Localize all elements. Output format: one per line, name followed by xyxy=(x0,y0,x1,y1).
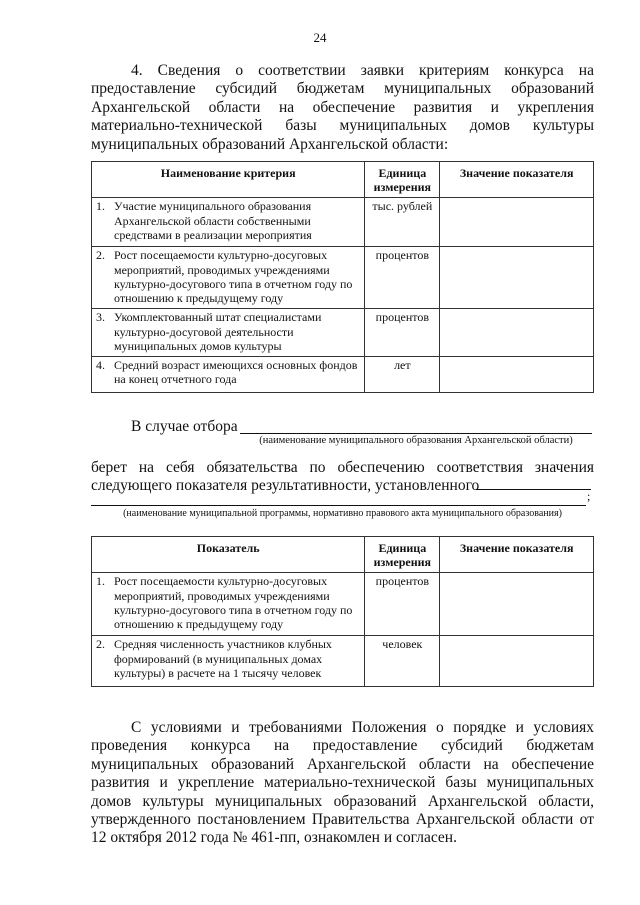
municipality-name-caption: (наименование муниципального образования Архангельской области) xyxy=(259,435,573,446)
criterion-value-cell[interactable] xyxy=(440,309,594,357)
row-number: 4. xyxy=(96,358,105,373)
criterion-unit: процентов xyxy=(365,247,440,309)
semicolon: ; xyxy=(587,489,591,503)
section-4-rest: предоставление субсидий бюджетам муниципальных образований Архангельской области на обеспечение развития и укрепления материально-технической базы муниципальных домов культуры муниципальных образований Архангельской области: xyxy=(91,80,594,153)
criterion-name: Рост посещаемости культурно-досуговых мероприятий, проводимых учреждениями культурно-досугового типа в отчетном году по отношению к предыдущему году xyxy=(114,248,353,306)
row-number: 2. xyxy=(96,637,105,652)
row-number: 1. xyxy=(96,199,105,214)
criterion-value-cell[interactable] xyxy=(440,247,594,309)
row-number: 3. xyxy=(96,310,105,325)
page-number: 24 xyxy=(313,30,327,45)
closing-paragraph: С условиями и требованиями Положения о порядке и условиях проведения конкурса на предоставление субсидий бюджетам муниципальных образований Архангельской области на обеспечение развития и укрепление материально-технической базы муниципальных домов культуры муниципальных образований Архангельской области, утвержденного постановлением Правительства Архангельской области от 12 октября 2012 года № 461-пп, ознакомлен и согласен. xyxy=(91,719,594,847)
criteria-header-value: Значение показателя xyxy=(440,162,594,198)
criterion-unit: процентов xyxy=(365,309,440,357)
criterion-unit: тыс. рублей xyxy=(365,198,440,247)
indicator-value-cell[interactable] xyxy=(440,636,594,687)
criterion-unit: лет xyxy=(365,357,440,393)
section-4-paragraph xyxy=(91,62,594,154)
section-4-first-line: 4. Сведения о соответствии заявки критериям конкурса на xyxy=(131,62,594,79)
criteria-header-unit: Единица измерения xyxy=(365,162,440,198)
row-number: 2. xyxy=(96,248,105,263)
indicator-unit: процентов xyxy=(365,573,440,636)
table-row xyxy=(92,309,594,357)
indicator-header-value: Значение показателя xyxy=(440,537,594,573)
indicator-unit: человек xyxy=(365,636,440,687)
indicator-name: Рост посещаемости культурно-досуговых мероприятий, проводимых учреждениями культурно-досугового типа в отчетном году по отношению к предыдущему году xyxy=(114,574,353,632)
criterion-name: Укомплектованный штат специалистами культурно-досуговой деятельности муниципальных домов культуры xyxy=(114,310,322,353)
indicator-header-name: Показатель xyxy=(92,537,365,573)
criteria-table xyxy=(91,161,594,393)
criteria-header-name: Наименование критерия xyxy=(92,162,365,198)
table-row xyxy=(92,247,594,309)
table-row xyxy=(92,357,594,393)
table-row xyxy=(92,198,594,247)
obligation-paragraph: берет на себя обязательства по обеспечению соответствия значения следующего показателя результативности, установленного xyxy=(91,459,594,495)
criterion-value-cell[interactable] xyxy=(440,357,594,393)
municipality-name-line[interactable] xyxy=(240,433,592,434)
indicator-value-cell[interactable] xyxy=(440,573,594,636)
criterion-value-cell[interactable] xyxy=(440,198,594,247)
selection-label: В случае отбора xyxy=(131,418,238,435)
indicator-header-unit: Единица измерения xyxy=(365,537,440,573)
indicator-name: Средняя численность участников клубных формирований (в муниципальных домах культуры) в расчете на 1 тысячу человек xyxy=(114,637,332,680)
program-name-line-1[interactable] xyxy=(476,489,591,490)
indicator-table xyxy=(91,536,594,687)
table-row xyxy=(92,636,594,687)
criterion-name: Участие муниципального образования Архангельской области собственными средствами в реализации мероприятия xyxy=(114,199,312,242)
criterion-name: Средний возраст имеющихся основных фондов на конец отчетного года xyxy=(114,358,358,387)
program-name-line-2[interactable] xyxy=(91,505,586,506)
row-number: 1. xyxy=(96,574,105,589)
table-row xyxy=(92,573,594,636)
program-name-caption: (наименование муниципальной программы, нормативно правового акта муниципального образования) xyxy=(123,508,562,519)
